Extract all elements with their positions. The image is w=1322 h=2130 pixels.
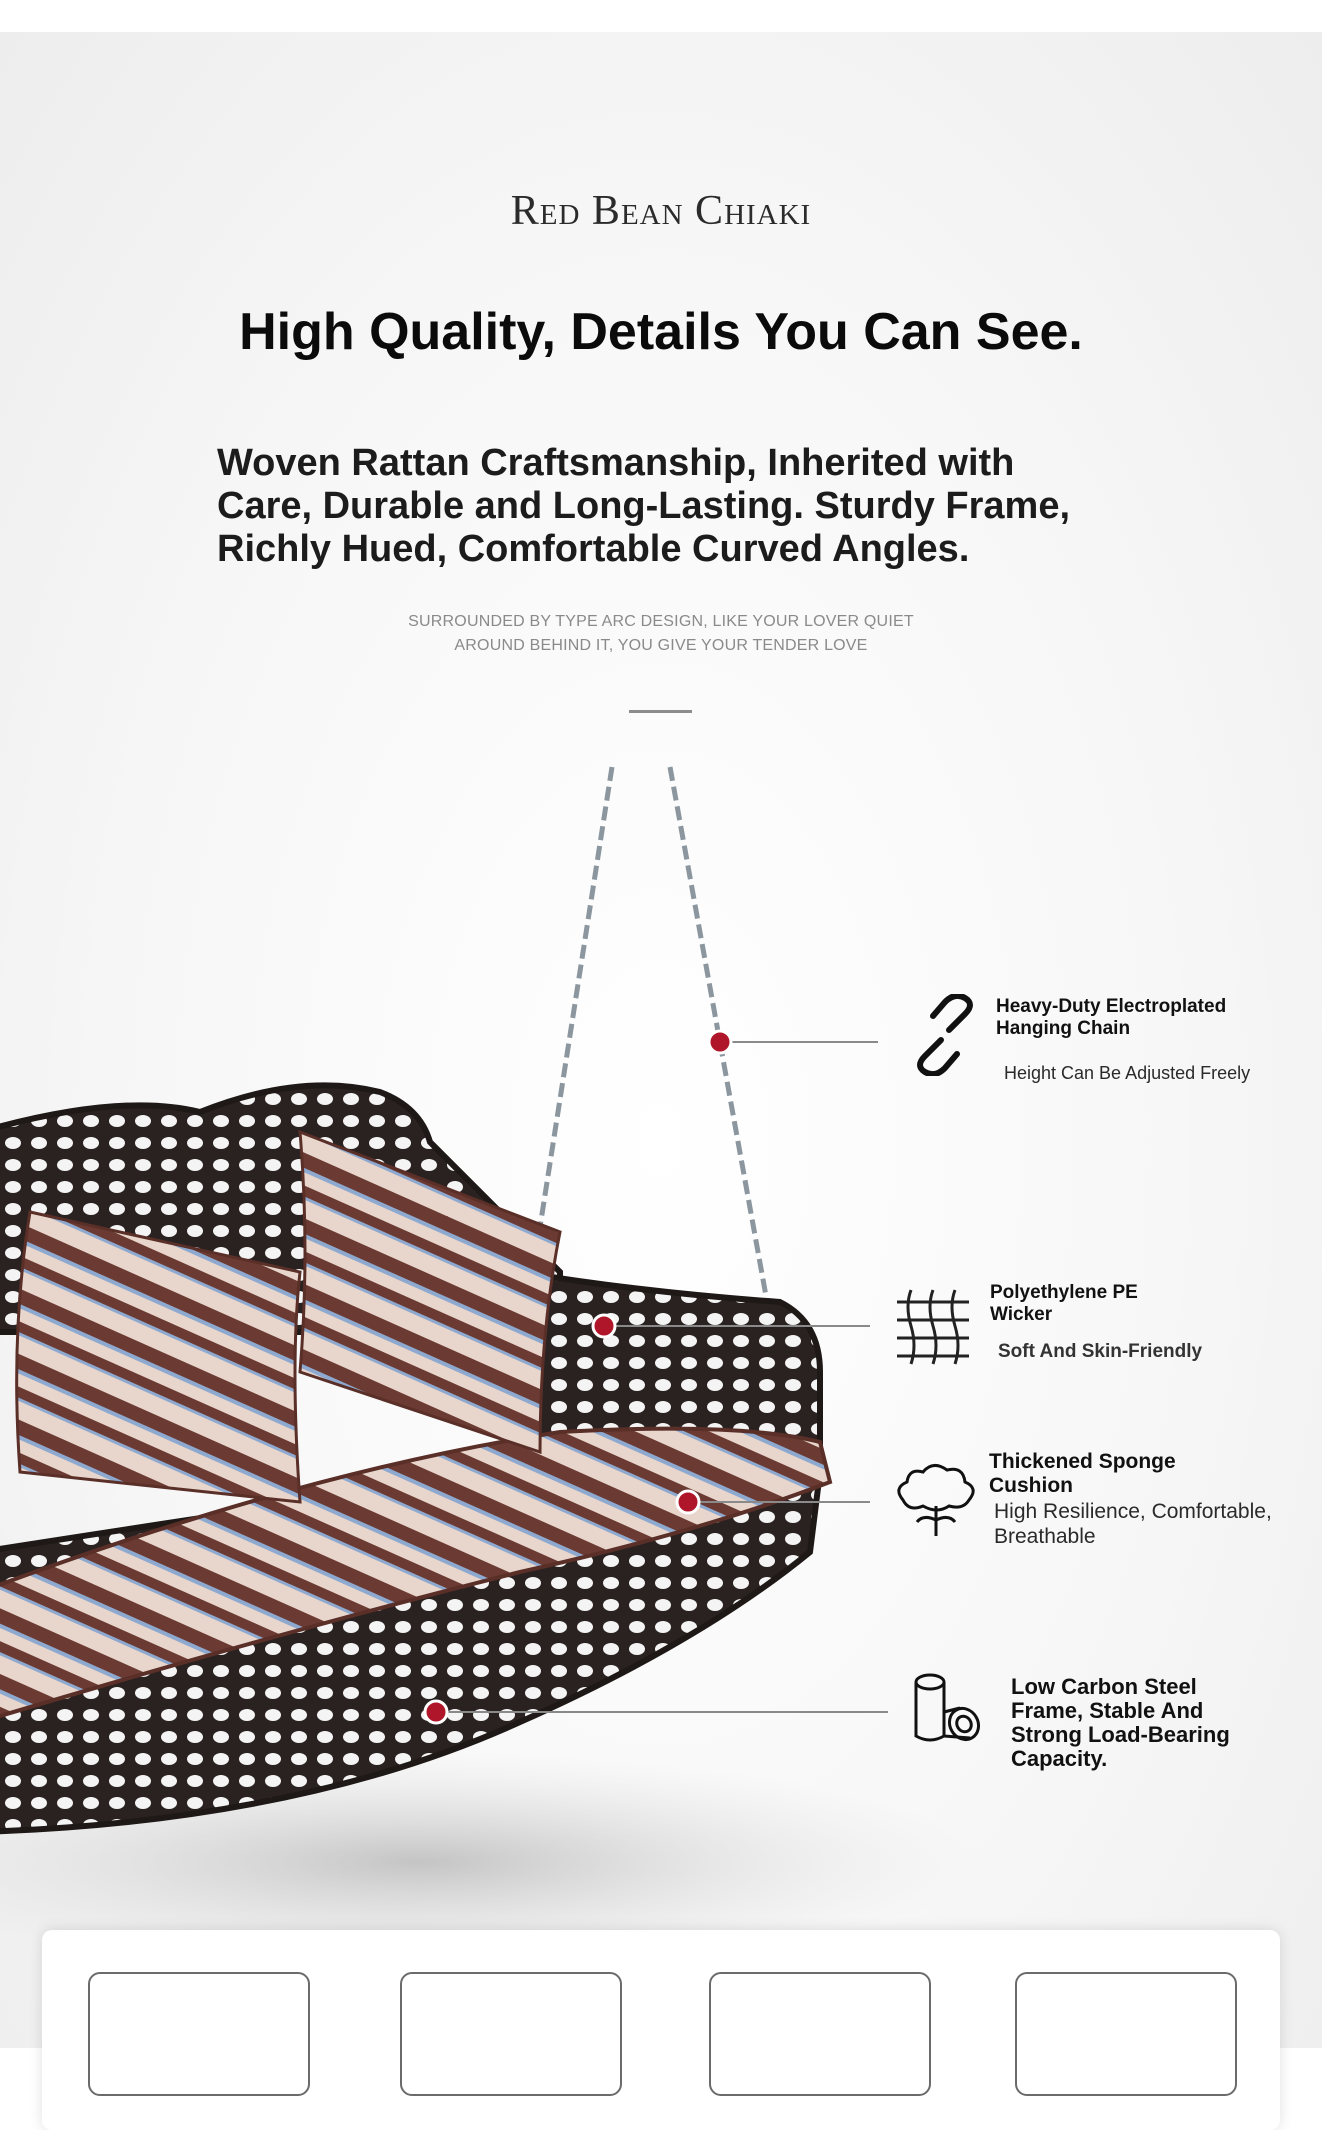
feature-chain-desc: Height Can Be Adjusted Freely (1004, 1063, 1251, 1083)
subtitle-line-1: SURROUNDED BY TYPE ARC DESIGN, LIKE YOUR LOVER QUIET (408, 613, 914, 630)
wicker-weave-icon (893, 1286, 973, 1366)
feature-cushion-desc: High Resilience, Comfortable, Breathable (994, 1500, 1272, 1548)
product-detail-canvas (0, 32, 1322, 2048)
page-headline: High Quality, Details You Can See. (239, 303, 1083, 361)
feature-cushion-title: Thickened Sponge Cushion (989, 1450, 1176, 1497)
feature-chain-title: Heavy-Duty Electroplated Hanging Chain (996, 996, 1227, 1039)
steel-tube-icon (908, 1672, 984, 1752)
feature-tile (88, 1972, 310, 2096)
product-description: Woven Rattan Craftsmanship, Inherited with Care, Durable and Long-Lasting. Sturdy Frame, Richly Hued, Comfortable Curved Angles. (217, 442, 1071, 570)
marker-frame (425, 1701, 447, 1723)
feature-frame-title: Low Carbon Steel Frame, Stable And Strong Load-Bearing Capacity. (1011, 1674, 1230, 1771)
marker-wicker (593, 1315, 615, 1337)
feature-tile (400, 1972, 622, 2096)
marker-cushion (677, 1491, 699, 1513)
cotton-flower-icon (893, 1460, 979, 1540)
feature-tile (1015, 1972, 1237, 2096)
feature-wicker-desc: Soft And Skin-Friendly (998, 1341, 1203, 1362)
chain-link-icon (905, 994, 985, 1076)
subtitle-line-2: AROUND BEHIND IT, YOU GIVE YOUR TENDER LOVE (454, 637, 868, 654)
feature-tile (709, 1972, 931, 2096)
hanging-chains (540, 767, 768, 1307)
marker-chain (709, 1031, 731, 1053)
feature-wicker-title: Polyethylene PE Wicker (990, 1282, 1138, 1325)
brand-title: Red Bean Chiaki (510, 188, 812, 234)
